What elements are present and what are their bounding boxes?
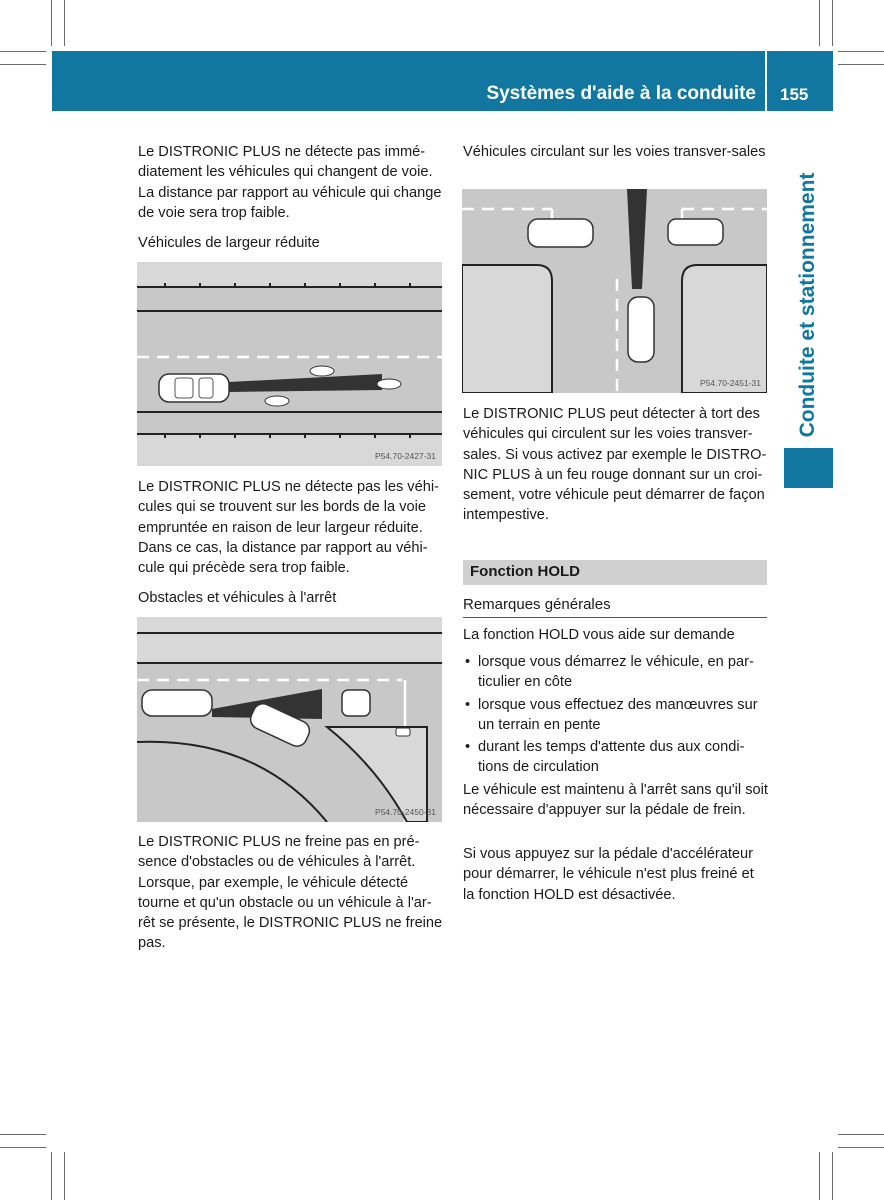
right-paragraph-1 [463, 404, 768, 526]
crop-mark [838, 64, 884, 65]
paragraph: Le véhicule est maintenu à l'arrêt sans qu'il soit nécessaire d'appuyer sur la pédale de frein. [463, 782, 768, 819]
crop-mark [51, 1152, 52, 1200]
paragraph: Le DISTRONIC PLUS peut détecter à tort des véhicules qui circulent sur les voies transver-sales. Si vous activez par exemple le DISTRO-NIC PLUS à un feu rouge donnant sur un croi-sement, votre véhicule peut démarrer de façon intempestive. [463, 406, 767, 524]
heading-general-remarks: Remarques générales [463, 596, 611, 613]
hold-bullet-list [463, 652, 768, 778]
crop-mark [838, 51, 884, 52]
crop-mark [0, 64, 46, 65]
paragraph: Le DISTRONIC PLUS ne freine pas en pré-sence d'obstacles ou de véhicules à l'arrêt. Lorsque, par exemple, le véhicule détecté tourne et qu'un obstacle ou un véhicule à l'ar-rêt se présente, le DISTRONIC PLUS ne freine pas. [138, 834, 443, 952]
chapter-tab-title: Conduite et stationnement [796, 172, 819, 438]
crop-mark [0, 1134, 46, 1135]
section-title: Systèmes d'aide à la conduite [486, 83, 756, 104]
heading-narrow-vehicles: Véhicules de largeur réduite [138, 235, 320, 251]
list-item: • durant les temps d'attente dus aux condi-tions de circulation [463, 737, 768, 778]
hold-intro: La fonction HOLD vous aide sur demande [463, 627, 735, 643]
crop-mark [0, 1147, 46, 1148]
page-number: 155 [780, 85, 809, 104]
right-paragraph-3 [463, 844, 768, 905]
list-item: • lorsque vous effectuez des manœuvres sur un terrain en pente [463, 695, 768, 736]
right-paragraph-2 [463, 780, 768, 821]
heading-underline [463, 617, 767, 618]
left-paragraph-1 [138, 142, 443, 223]
figure-code: P54.70-2450-31 [375, 807, 436, 817]
paragraph: Le DISTRONIC PLUS ne détecte pas immé-diatement les véhicules qui changent de voie. La distance par rapport au véhicule qui change de voie sera trop faible. [138, 144, 442, 221]
list-item: • lorsque vous démarrez le véhicule, en par-ticulier en côte [463, 652, 768, 693]
section-heading-hold: Fonction HOLD [470, 563, 580, 580]
crop-mark [832, 0, 833, 46]
heading-obstacles: Obstacles et véhicules à l'arrêt [138, 590, 337, 606]
figure-obstacles [137, 617, 442, 822]
paragraph: Si vous appuyez sur la pédale d'accélérateur pour démarrer, le véhicule n'est plus freiné et la fonction HOLD est désactivée. [463, 846, 754, 903]
crop-mark [0, 51, 46, 52]
heading-crossing-vehicles: Véhicules circulant sur les voies transver-sales [463, 144, 766, 160]
crop-mark [832, 1152, 833, 1200]
paragraph: Le DISTRONIC PLUS ne détecte pas les véhi-cules qui se trouvent sur les bords de la voie empruntée en raison de leur largeur réduite. Dans ce cas, la distance par rapport au véhi-cule qui précède sera trop faible. [138, 479, 439, 577]
crop-mark [819, 1152, 820, 1200]
figure-code: P54.70-2451-31 [700, 378, 761, 388]
chapter-tab-marker [784, 448, 833, 488]
crop-mark [838, 1134, 884, 1135]
crop-mark [819, 0, 820, 46]
figure-narrow-vehicles [137, 262, 442, 466]
left-paragraph-3 [138, 832, 443, 954]
figure-code: P54.70-2427-31 [375, 451, 436, 461]
crop-mark [64, 0, 65, 46]
crop-mark [64, 1152, 65, 1200]
header-divider [765, 51, 767, 111]
crop-mark [51, 0, 52, 46]
section-band-hold [463, 560, 767, 585]
left-paragraph-2 [138, 477, 443, 578]
crop-mark [838, 1147, 884, 1148]
figure-crossing-vehicles [462, 189, 767, 393]
